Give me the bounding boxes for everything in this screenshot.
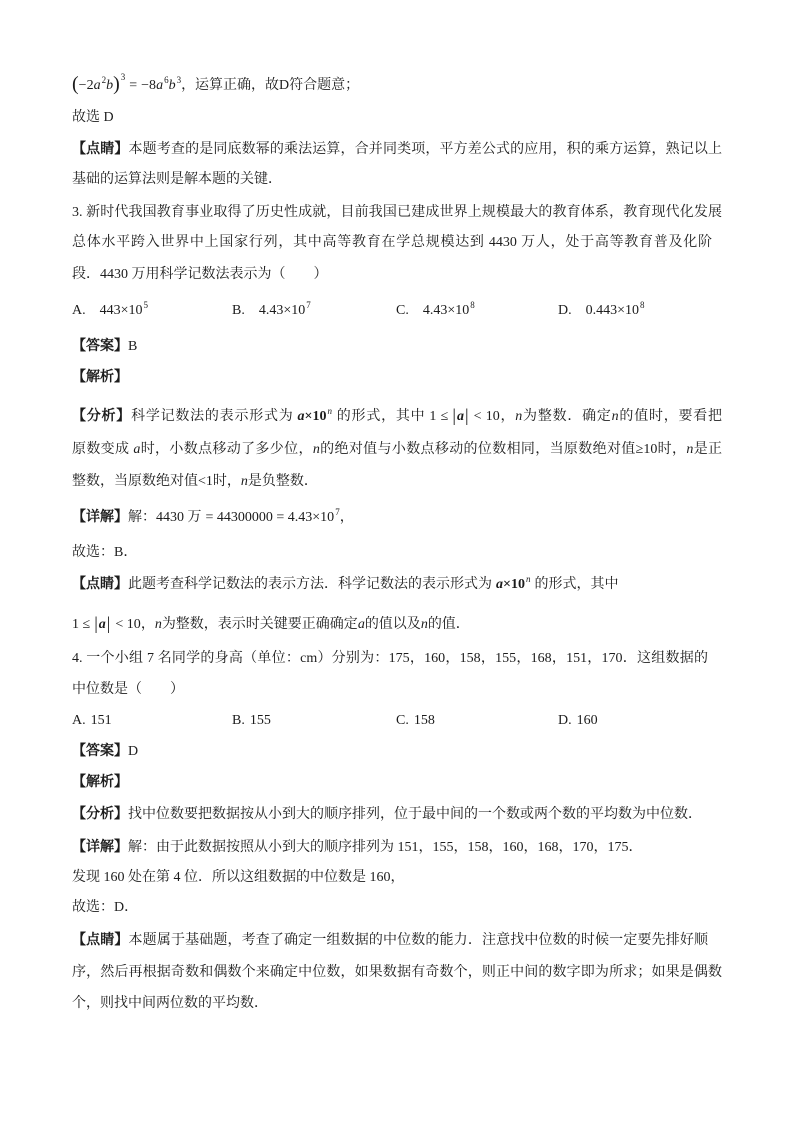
- analysis-text: 为整数．确定: [522, 409, 612, 424]
- analysis-text: 的值时，要看把: [618, 409, 723, 424]
- formula-outer-exponent: 3: [120, 72, 126, 82]
- q3-option-c: [396, 300, 475, 322]
- option-exponent: 7: [306, 300, 311, 310]
- math-times-ten: ×10: [503, 577, 525, 592]
- option-label: B.: [232, 303, 245, 318]
- formula-var-b: b: [106, 78, 114, 93]
- q4-comment-line-1: [72, 930, 708, 952]
- comment-text: 本题考查的是同底数幂的乘法运算，合并同类项，平方差公式的应用，积的乘方运算，熟记以上: [128, 142, 723, 157]
- q3-stem-line-3: 段．4430 万用科学记数法表示为（ ）: [72, 267, 328, 282]
- option-value: 151: [90, 713, 112, 728]
- q3-analysis-line-1: [72, 403, 722, 425]
- q4-analysis-heading: 【解析】: [72, 775, 128, 790]
- analysis-text: 是负整数．: [247, 474, 318, 489]
- option-exponent: 8: [470, 300, 475, 310]
- math-var-a: a: [297, 409, 305, 424]
- q3-stem-line-2: 总体水平跨入世界中上国家行列，其中高等教育在学总规模达到 4430 万人，处于高等教育普及化阶: [72, 235, 712, 250]
- formula-exponent-a: 2: [101, 75, 107, 85]
- formula-line: [72, 72, 359, 94]
- prev-comment-line-1: [72, 139, 722, 161]
- q4-option-d: [558, 710, 598, 732]
- answer-value: D: [128, 744, 139, 759]
- option-label: B.: [232, 713, 245, 728]
- analysis-text: 整数，当原数绝对值: [72, 474, 198, 489]
- formula-rhs-coefficient: −8: [141, 78, 157, 93]
- formula-rhs-var-a: a: [156, 78, 164, 93]
- abs-var-a: a: [98, 617, 106, 632]
- option-exponent: 8: [640, 300, 645, 310]
- math-var-n: n: [420, 617, 428, 632]
- q4-stem-line-1: 4. 一个小组 7 名同学的身高（单位：cm）分别为：175，160，158，155，168，151，170．这组数据的: [72, 651, 708, 666]
- comment-text: 的值．: [427, 617, 470, 632]
- abs-var-a: a: [456, 409, 464, 424]
- option-label: D.: [558, 303, 572, 318]
- q4-detail-line-1: [72, 837, 643, 859]
- formula-open-paren: (: [72, 73, 79, 95]
- formula-conclusion: ，运算正确，故D符合题意；: [181, 78, 360, 93]
- formula-coefficient: −2: [78, 78, 94, 93]
- formula-rhs-exponent-b: 3: [176, 75, 182, 85]
- option-label: D.: [558, 713, 572, 728]
- detail-label: 【详解】: [72, 510, 128, 525]
- comment-label: 【点睛】: [72, 933, 129, 948]
- formula-equals: =: [129, 78, 138, 93]
- q4-comment-line-2: 序，然后再根据奇数和偶数个来确定中位数，如果数据有奇数个，则正中间的数字即为所求；如果是偶数: [72, 965, 722, 980]
- math-var-a: a: [496, 577, 503, 592]
- q3-option-b: [232, 300, 311, 322]
- q3-analysis-line-3: [72, 471, 318, 493]
- comment-text: 此题考查科学记数法的表示方法．科学记数法的表示形式为: [128, 577, 492, 592]
- analysis-text: 时，: [657, 442, 687, 457]
- q3-stem-line-1: 3. 新时代我国教育事业取得了历史性成就，目前我国已建成世界上规模最大的教育体系，教育现代化发展: [72, 205, 722, 220]
- comment-text: 的形式，其中: [534, 577, 619, 592]
- inequality-left: 1 ≤: [429, 409, 449, 424]
- option-label: C.: [396, 303, 409, 318]
- q4-detail-line-2: 发现 160 处在第 4 位．所以这组数据的中位数是 160，: [72, 870, 405, 885]
- q4-stem-line-2: 中位数是（ ）: [72, 682, 184, 697]
- q3-comment-line-2: [72, 611, 470, 633]
- detail-label: 【详解】: [72, 840, 128, 855]
- detail-text: ，: [339, 510, 354, 525]
- formula-rhs-exponent-a: 6: [164, 75, 169, 85]
- option-value: 0.443×10: [585, 303, 640, 318]
- q3-analysis-heading: 【解析】: [72, 370, 128, 385]
- abs-bar-open: |: [94, 613, 98, 633]
- abs-bar-close: |: [464, 405, 469, 425]
- math-var-n: n: [686, 442, 694, 457]
- q3-option-d: [558, 300, 645, 322]
- q4-option-a: [72, 710, 112, 732]
- math-var-n: n: [515, 409, 523, 424]
- analysis-text: 的形式，其中: [336, 409, 426, 424]
- analysis-text: 原数变成: [72, 442, 130, 457]
- q3-detail: [72, 507, 354, 529]
- abs-bar-close: |: [106, 613, 111, 633]
- inequality-right: < 10: [115, 617, 141, 632]
- math-exponent-n: n: [525, 574, 531, 584]
- detail-exponent: 7: [335, 507, 340, 517]
- option-value: 160: [576, 713, 598, 728]
- analysis-text: 时，小数点移动了多少位，: [140, 442, 313, 457]
- detail-text: 解：由于此数据按照从小到大的顺序排列为 151，155，158，160，168，170，175．: [128, 840, 643, 855]
- option-value: 4.43×10: [422, 303, 470, 318]
- q3-answer: [72, 336, 137, 358]
- option-label: A.: [72, 713, 86, 728]
- comment-label: 【点睛】: [72, 142, 129, 157]
- inequality-left: 1 ≤: [72, 617, 91, 632]
- q3-analysis-line-2: [72, 439, 722, 461]
- q3-option-a: [72, 300, 148, 322]
- math-comparison: <1: [198, 474, 213, 489]
- q3-options: [72, 300, 722, 322]
- comment-text: ，: [140, 617, 155, 632]
- comment-label: 【点睛】: [72, 577, 128, 592]
- comment-text: 本题属于基础题，考查了确定一组数据的中位数的能力．注意找中位数的时候一定要先排好顺: [128, 933, 708, 948]
- q4-option-c: [396, 710, 435, 732]
- detail-equation: = 44300000 = 4.43×10: [205, 510, 335, 525]
- q3-choice: 故选：B．: [72, 545, 138, 560]
- abs-bar-open: |: [452, 405, 456, 425]
- comment-text: 的值以及: [364, 617, 421, 632]
- analysis-text: 找中位数要把数据按从小到大的顺序排列，位于最中间的一个数或两个数的平均数为中位数．: [128, 807, 702, 822]
- math-var-n: n: [154, 617, 162, 632]
- answer-label: 【答案】: [72, 744, 128, 759]
- analysis-text: 时，: [212, 474, 241, 489]
- math-var-n: n: [312, 442, 320, 457]
- option-exponent: 5: [143, 300, 149, 310]
- math-exponent-n: n: [327, 406, 333, 416]
- answer-label: 【答案】: [72, 339, 128, 354]
- math-times-ten: ×10: [304, 409, 327, 424]
- analysis-text: 的绝对值与小数点移动的位数相同，当原数绝对值: [319, 442, 636, 457]
- option-value: 158: [413, 713, 435, 728]
- comment-text: 为整数，表示时关键要正确确定: [161, 617, 358, 632]
- analysis-text: 是正: [693, 442, 723, 457]
- math-var-n: n: [240, 474, 248, 489]
- option-value: 155: [249, 713, 271, 728]
- math-var-a: a: [133, 442, 141, 457]
- q3-comment-line-1: [72, 574, 618, 596]
- analysis-text: ，: [499, 409, 516, 424]
- math-var-n: n: [611, 409, 619, 424]
- analysis-label: 【分析】: [72, 409, 132, 424]
- inequality-right: < 10: [473, 409, 500, 424]
- q4-choice: 故选：D．: [72, 900, 139, 915]
- q4-option-b: [232, 710, 271, 732]
- math-comparison: ≥10: [635, 442, 658, 457]
- option-value: 443×10: [99, 303, 143, 318]
- option-label: C.: [396, 713, 409, 728]
- q4-comment-line-3: 个，则找中间两位数的平均数．: [72, 996, 268, 1011]
- option-value: 4.43×10: [258, 303, 306, 318]
- formula-rhs-var-b: b: [168, 78, 176, 93]
- analysis-label: 【分析】: [72, 807, 128, 822]
- q4-analysis: [72, 804, 702, 826]
- option-label: A.: [72, 303, 86, 318]
- q4-answer: [72, 741, 138, 763]
- answer-value: B: [128, 339, 138, 354]
- analysis-text: 科学记数法的表示形式为: [131, 409, 294, 424]
- math-var-a: a: [357, 617, 365, 632]
- prev-comment-line-2: 基础的运算法则是解本题的关键．: [72, 172, 282, 187]
- prev-choice: 故选 D: [72, 110, 114, 125]
- q4-options: [72, 710, 722, 732]
- detail-text: 解：4430 万: [128, 510, 202, 525]
- formula-var-a: a: [93, 78, 101, 93]
- formula-close-paren: ): [113, 73, 120, 95]
